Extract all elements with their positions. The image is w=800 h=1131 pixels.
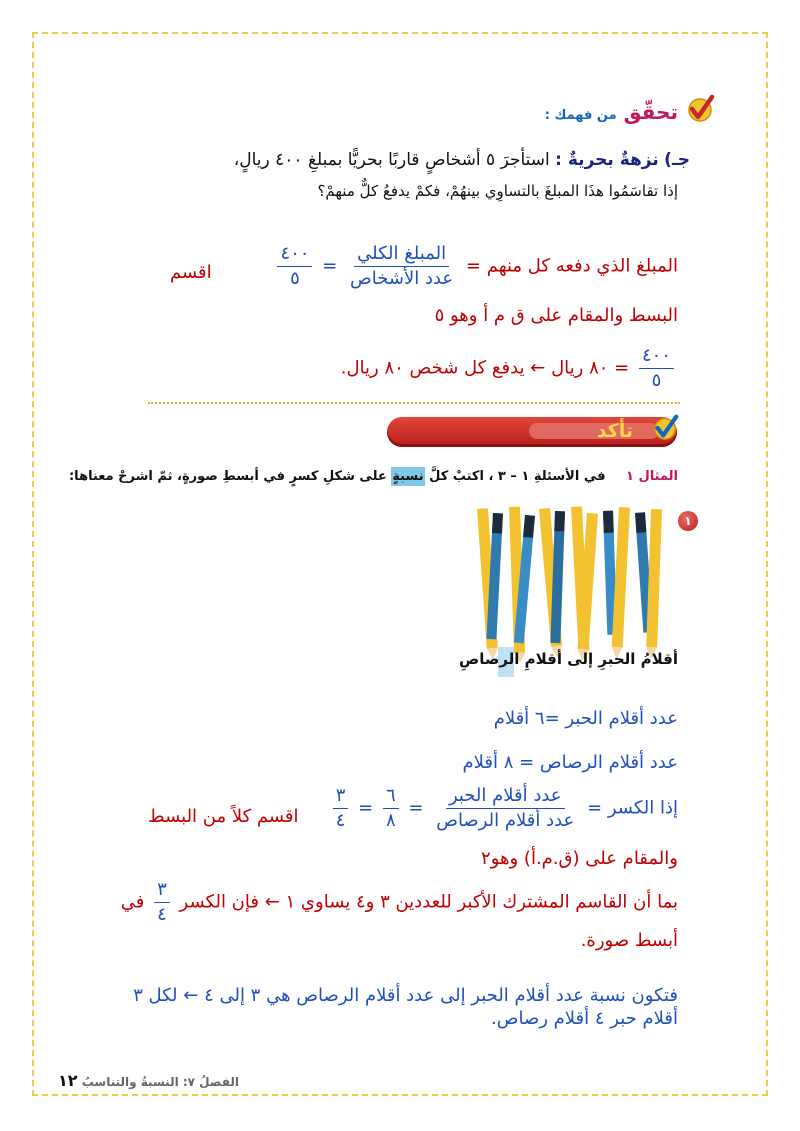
result-fraction (639, 346, 674, 391)
fraction-denominator: ٤ (335, 809, 346, 831)
highlighted-word: نسبةٍ (392, 469, 424, 484)
instruction-text-end: على شكلِ كسرٍ في أبسطِ صورةٍ، ثمّ اشرحْ معناها: (68, 469, 387, 484)
page-footer (50, 1071, 239, 1090)
fraction-numerator: ٤٠٠ (639, 346, 674, 369)
gcd-in: في (120, 891, 145, 913)
equation-prefix: المبلغ الذي دفعه كل منهم = (465, 255, 678, 277)
number-fraction (277, 244, 312, 289)
fraction-numerator: ٦ (383, 786, 399, 809)
question-topic: نزهةٌ بحريةٌ : (555, 150, 659, 170)
dotted-divider (148, 402, 680, 404)
fraction-label: إذا الكسر (607, 797, 678, 819)
page-number: ١٢ (58, 1071, 78, 1090)
words-fraction (433, 786, 577, 831)
question-label: جـ) (664, 150, 690, 170)
divide-explanation: البسط والمقام على ق م أ وهو ٥ (434, 305, 678, 326)
exercise-instruction (38, 469, 678, 484)
solution-result (341, 346, 678, 391)
fraction-denominator: ٤ (157, 903, 167, 925)
simplest-form-text: أبسط صورة. (580, 929, 678, 951)
banner-highlight (529, 423, 659, 439)
check-understanding-heading (545, 100, 678, 124)
fraction-denominator: عدد الأشخاص (350, 267, 454, 289)
instruction-text-start: في الأسئلةِ ١ – ٣ ، اكتبْ كلَّ (429, 469, 606, 484)
fraction-denominator: ٨ (385, 809, 396, 831)
divide-label: اقسم كلاً من البسط (148, 806, 299, 827)
gcd-fraction (154, 880, 170, 925)
result-value: = ٨٠ (589, 357, 630, 379)
banner-title: تأكد (596, 420, 633, 442)
heading-title: تحقّق (623, 100, 678, 124)
pens-pencils-photo (463, 503, 677, 663)
ratio-conclusion: فتكون نسبة عدد أقلام الحبر إلى عدد أقلام الرصاص هي ٣ إلى ٤ ← لكل ٣ أقلام حبر ٤ أقلام رصاص. (133, 985, 678, 1030)
example-reference: المثال ١ (626, 469, 678, 484)
photo-caption: أقلامُ الحبرِ إلى أقلامِ الرصاصِ (459, 650, 678, 668)
fraction-numerator: ٣ (333, 786, 349, 809)
equals-sign: = (358, 797, 374, 819)
exercise-number-badge: ١ (678, 511, 698, 531)
heading-subtitle: من فهمك : (544, 108, 617, 123)
result-text: ريال ← يدفع كل شخص ٨٠ ريال. (340, 357, 584, 379)
equals-sign: = (408, 797, 424, 819)
checkmark-icon (650, 411, 680, 443)
question-line-2: إذا تقاسَمُوا هذَا المبلغَ بالتساوِي بينهُمْ، فكمْ يدفعُ كلٌّ منهمْ؟ (317, 182, 678, 200)
fraction-numerator: عدد أقلام الحبر (446, 786, 565, 809)
equals-sign: = (587, 797, 603, 819)
solution-equation-1 (78, 244, 678, 289)
divide-explanation: والمقام على (ق.م.أ) وهو٢ (481, 848, 678, 869)
checkmark-icon (684, 93, 716, 125)
pencils-count: عدد أقلام الرصاص = ٨ أقلام (462, 752, 678, 773)
question-text-1: استأجرَ ٥ أشخاصٍ قاربًا بحريًّا بمبلغِ ٤٠٠ ريالٍ، (233, 150, 550, 170)
ink-pens-count: عدد أقلام الحبر =٦ أقلام (493, 708, 678, 729)
fraction-denominator: ٥ (651, 369, 662, 391)
divide-label: اقسم (170, 262, 212, 283)
fraction-numerator: المبلغ الكلي (354, 244, 449, 267)
fraction-six-eighths (383, 786, 399, 831)
gcd-explanation (118, 880, 678, 957)
fraction-denominator: عدد أقلام الرصاص (436, 809, 575, 831)
gcd-text: بما أن القاسم المشترك الأكبر للعددين ٣ و٤ يساوي ١ ← فإن الكسر (179, 891, 678, 913)
fraction-three-fourths (333, 786, 349, 831)
fraction-numerator: ٤٠٠ (277, 244, 312, 267)
question-line-1 (70, 150, 690, 170)
section-banner (387, 417, 677, 447)
fraction-denominator: ٥ (290, 267, 300, 289)
equals-sign: = (322, 255, 338, 277)
words-fraction (347, 244, 456, 289)
fraction-numerator: ٣ (154, 880, 170, 903)
chapter-title: الفصلُ ٧: النسبةُ والتناسبُ (81, 1075, 239, 1089)
